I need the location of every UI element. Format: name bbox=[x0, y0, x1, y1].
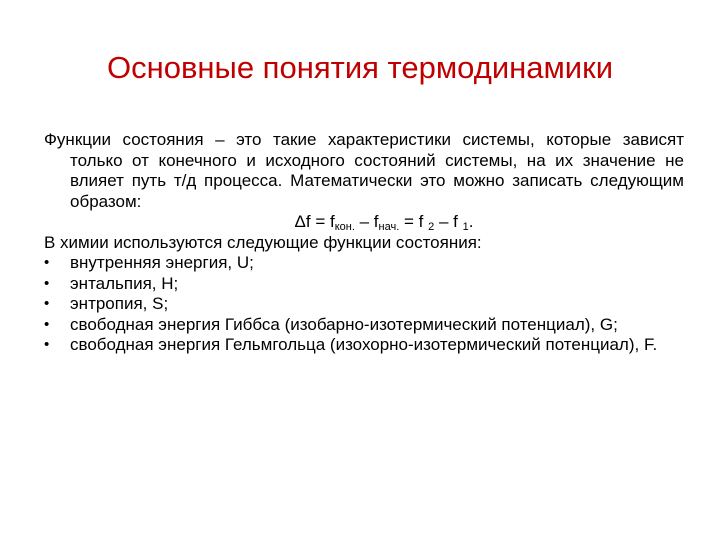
formula-sub-initial: нач. bbox=[378, 221, 400, 233]
list-item bbox=[44, 294, 684, 315]
formula-minus-2: – f bbox=[434, 212, 463, 231]
formula-sub-1: 1 bbox=[462, 221, 469, 233]
bullet-icon: • bbox=[44, 315, 50, 333]
formula-sub-2: 2 bbox=[428, 221, 435, 233]
formula-lead: Δf = f bbox=[294, 212, 335, 231]
slide-title: Основные понятия термодинамики bbox=[106, 50, 614, 85]
list-item bbox=[44, 315, 684, 336]
bullet-icon: • bbox=[44, 336, 50, 353]
formula-tail: . bbox=[468, 212, 474, 231]
slide-body bbox=[44, 130, 684, 356]
bullet-icon: • bbox=[44, 254, 50, 271]
formula bbox=[84, 212, 684, 233]
list-item-text: энтальпия, H; bbox=[70, 273, 179, 293]
list-item bbox=[44, 274, 684, 295]
bullet-icon: • bbox=[44, 274, 50, 292]
list-item-text: свободная энергия Гельмгольца (изохорно-изотермический потенциал), F. bbox=[70, 335, 658, 354]
bullet-icon: • bbox=[44, 295, 50, 312]
formula-sub-final: кон. bbox=[334, 221, 355, 233]
list-item-text: энтропия, S; bbox=[70, 294, 169, 313]
list-item-text: свободная энергия Гиббса (изобарно-изотермический потенциал), G; bbox=[70, 314, 618, 334]
intro-line: В химии используются следующие функции состояния: bbox=[44, 232, 482, 252]
formula-equals: = f bbox=[399, 212, 429, 231]
formula-minus: – f bbox=[354, 212, 379, 231]
state-functions-list bbox=[44, 253, 684, 356]
list-item bbox=[44, 253, 684, 274]
definition-paragraph: Функции состояния – это такие характеристики системы, которые зависят только от конечного и исходного состояний системы, на их значение не влияет путь т/д процесса. Математически это можно записать следующим образом: bbox=[44, 130, 684, 211]
list-item bbox=[44, 335, 684, 356]
list-item-text: внутренняя энергия, U; bbox=[70, 253, 254, 272]
